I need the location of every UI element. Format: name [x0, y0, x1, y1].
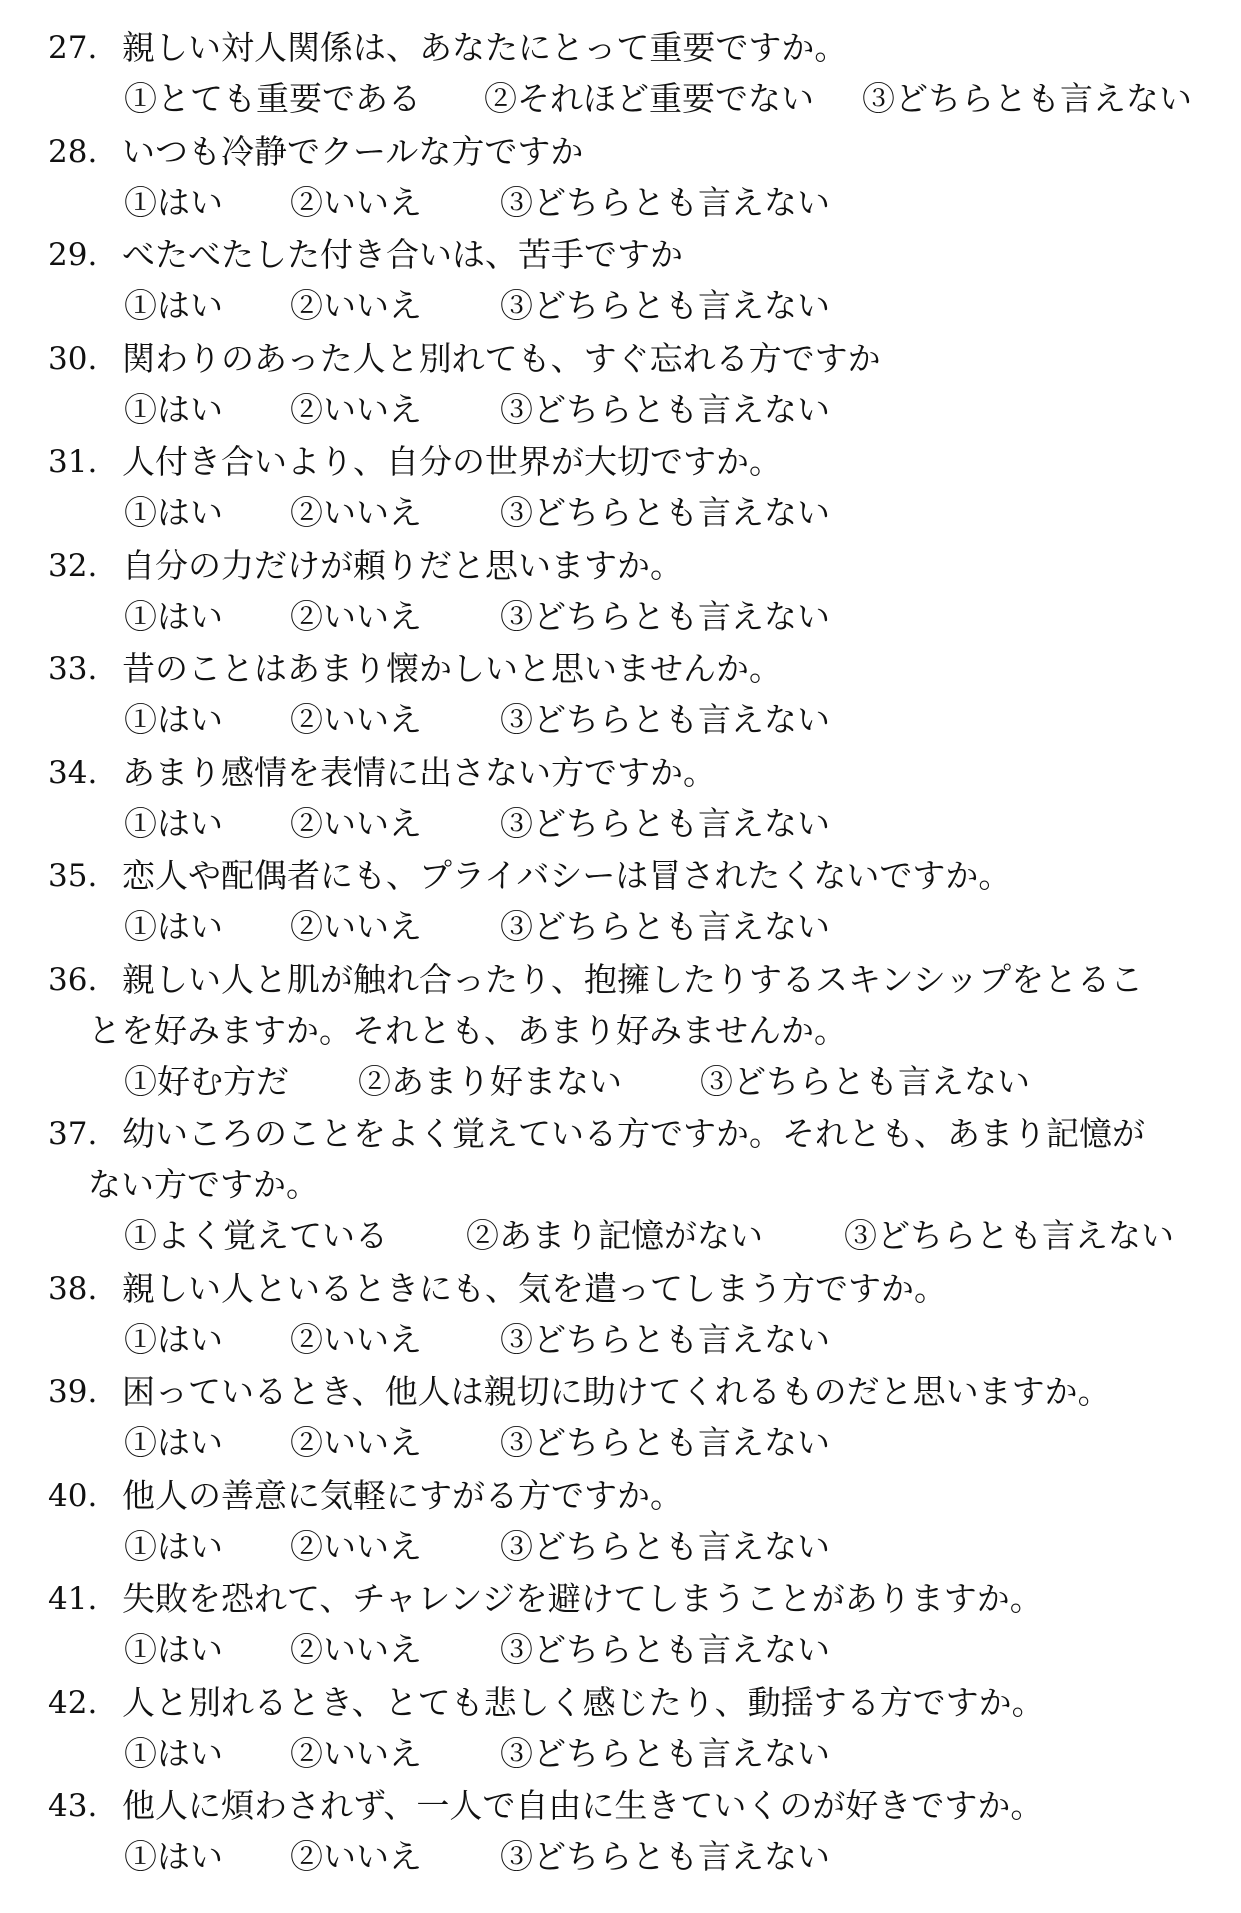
question-number: 33. [48, 651, 98, 687]
question-number: 27. [48, 30, 98, 66]
question-number: 29. [48, 237, 98, 273]
question-text: 失敗を恐れて、チャレンジを避けてしまうことがありますか。 [122, 1579, 1043, 1618]
question-text: 他人の善意に気軽にすがる方ですか。 [122, 1475, 683, 1515]
question-text: 親しい対人関係は、あなたにとって重要ですか。 [122, 28, 848, 67]
question-number: 43. [48, 1788, 98, 1824]
question-text: 親しい人と肌が触れ合ったり、抱擁したりするスキンシップをとるこ [122, 959, 1144, 999]
answer-option-3[interactable]: ③どちらとも言えない [500, 1837, 830, 1876]
answer-option-3[interactable]: ③どちらとも言えない [500, 286, 830, 325]
answer-option-2[interactable]: ②いいえ [290, 1630, 422, 1669]
answer-option-1[interactable]: ①はい [124, 907, 223, 946]
answer-option-2[interactable]: ②いいえ [290, 493, 422, 532]
question-text: 困っているとき、他人は親切に助けてくれるものだと思いますか。 [122, 1372, 1111, 1411]
question-text: あまり感情を表情に出さない方ですか。 [122, 752, 716, 792]
answer-option-1[interactable]: ①はい [124, 1837, 223, 1876]
answer-option-3[interactable]: ③どちらとも言えない [500, 493, 830, 532]
answer-option-2[interactable]: ②いいえ [290, 700, 422, 739]
answer-option-3[interactable]: ③どちらとも言えない [500, 907, 830, 946]
answer-option-1[interactable]: ①はい [124, 1526, 223, 1566]
answer-option-3[interactable]: ③どちらとも言えない [700, 1061, 1030, 1101]
answer-option-1[interactable]: ①はい [124, 1423, 223, 1462]
question-text: 幼いころのことをよく覚えている方ですか。それとも、あまり記憶が [122, 1114, 1145, 1153]
answer-option-2[interactable]: ②いいえ [290, 1733, 422, 1773]
answer-option-2[interactable]: ②いいえ [290, 1319, 422, 1359]
answer-option-2[interactable]: ②いいえ [290, 803, 422, 843]
answer-option-1[interactable]: ①はい [124, 1319, 223, 1359]
answer-option-3[interactable]: ③どちらとも言えない [500, 1526, 830, 1566]
question-text-continued: ない方ですか。 [88, 1165, 319, 1204]
question-number: 38. [48, 1270, 98, 1307]
answer-option-2[interactable]: ②いいえ [290, 182, 422, 222]
answer-option-2[interactable]: ②いいえ [290, 1423, 422, 1462]
question-number: 40. [48, 1477, 98, 1514]
question-number: 31. [48, 444, 98, 480]
question-text: 人と別れるとき、とても悲しく感じたり、動揺する方ですか。 [122, 1682, 1045, 1722]
question-text: いつも冷静でクールな方ですか [122, 131, 584, 171]
answer-option-1[interactable]: ①はい [124, 700, 223, 739]
answer-option-2[interactable]: ②いいえ [290, 907, 422, 946]
answer-option-3[interactable]: ③どちらとも言えない [500, 182, 830, 222]
question-text: 他人に煩わされず、一人で自由に生きていくのが好きですか。 [122, 1786, 1044, 1825]
question-number: 37. [48, 1116, 98, 1152]
answer-option-1[interactable]: ①とても重要である [124, 79, 421, 118]
answer-option-1[interactable]: ①好む方だ [124, 1061, 289, 1101]
answer-option-3[interactable]: ③どちらとも言えない [862, 79, 1192, 118]
question-number: 34. [48, 754, 98, 791]
answer-option-1[interactable]: ①はい [124, 493, 223, 532]
question-number: 36. [48, 961, 98, 998]
question-number: 28. [48, 133, 98, 170]
answer-option-2[interactable]: ②いいえ [290, 286, 422, 325]
answer-option-3[interactable]: ③どちらとも言えない [500, 1733, 830, 1773]
answer-option-2[interactable]: ②いいえ [290, 389, 422, 429]
answer-option-2[interactable]: ②いいえ [290, 1837, 422, 1876]
question-number: 42. [48, 1684, 98, 1721]
question-text: 親しい人といるときにも、気を遣ってしまう方ですか。 [122, 1268, 947, 1308]
answer-option-1[interactable]: ①はい [124, 286, 223, 325]
question-text-continued: とを好みますか。それとも、あまり好みませんか。 [88, 1010, 847, 1050]
question-number: 32. [48, 547, 98, 584]
answer-option-3[interactable]: ③どちらとも言えない [500, 1423, 830, 1462]
question-text: 昔のことはあまり懐かしいと思いませんか。 [122, 649, 782, 688]
answer-option-2[interactable]: ②いいえ [290, 596, 422, 636]
question-number: 30. [48, 340, 98, 377]
question-text: 人付き合いより、自分の世界が大切ですか。 [122, 442, 782, 481]
answer-option-1[interactable]: ①はい [124, 182, 223, 222]
answer-option-3[interactable]: ③どちらとも言えない [500, 596, 830, 636]
answer-option-3[interactable]: ③どちらとも言えない [500, 389, 830, 429]
answer-option-3[interactable]: ③どちらとも言えない [500, 700, 830, 739]
answer-option-1[interactable]: ①はい [124, 1733, 223, 1773]
answer-option-3[interactable]: ③どちらとも言えない [500, 803, 830, 843]
answer-option-2[interactable]: ②いいえ [290, 1526, 422, 1566]
question-text: 自分の力だけが頼りだと思いますか。 [122, 545, 683, 585]
answer-option-3[interactable]: ③どちらとも言えない [500, 1319, 830, 1359]
answer-option-1[interactable]: ①はい [124, 1630, 223, 1669]
question-number: 39. [48, 1374, 98, 1410]
answer-option-2[interactable]: ②あまり記憶がない [466, 1216, 763, 1255]
question-text: べたべたした付き合いは、苦手ですか [122, 235, 683, 274]
answer-option-2[interactable]: ②それほど重要でない [484, 79, 814, 118]
answer-option-1[interactable]: ①はい [124, 803, 223, 843]
question-text: 恋人や配偶者にも、プライバシーは冒されたくないですか。 [122, 856, 1012, 895]
question-number: 41. [48, 1581, 98, 1617]
question-number: 35. [48, 858, 98, 894]
answer-option-3[interactable]: ③どちらとも言えない [500, 1630, 830, 1669]
question-text: 関わりのあった人と別れても、すぐ忘れる方ですか [122, 338, 881, 378]
answer-option-2[interactable]: ②あまり好まない [358, 1061, 622, 1101]
answer-option-1[interactable]: ①よく覚えている [124, 1216, 388, 1255]
answer-option-1[interactable]: ①はい [124, 596, 223, 636]
answer-option-3[interactable]: ③どちらとも言えない [844, 1216, 1174, 1255]
answer-option-1[interactable]: ①はい [124, 389, 223, 429]
